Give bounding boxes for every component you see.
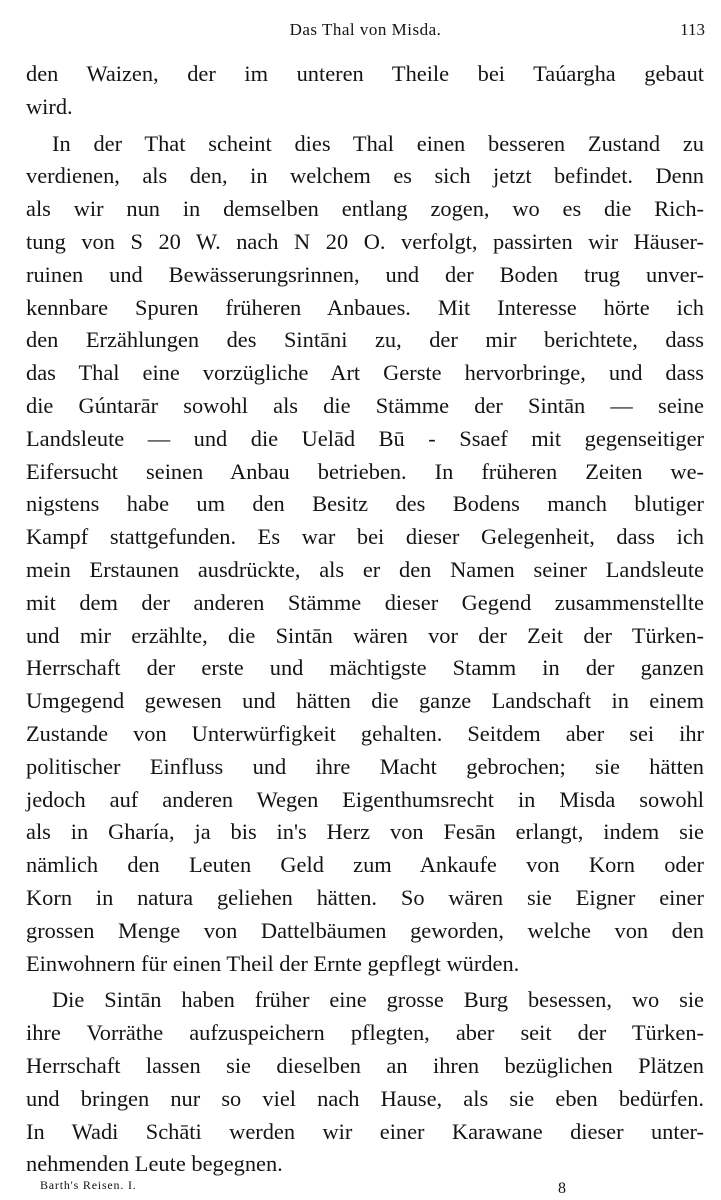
text-line: das Thal eine vorzügliche Art Gerste hervorbringe, und dass [26,360,704,386]
text-line: den Waizen, der im unteren Theile bei Taúargha gebaut [26,61,704,86]
text-line: kennbare Spuren früheren Anbaues. Mit Interesse hörte ich [26,294,704,320]
signature-mark: 8 [558,1180,566,1197]
text-line: verdienen, als den, in welchem es sich jetzt befindet. Denn [26,163,704,189]
body-text [26,58,704,1185]
text-line: Einwohnern für einen Theil der Ernte gepflegt würden. [26,950,520,976]
source-note: Barth's Reisen. I. [40,1178,137,1192]
text-line: nigstens habe um den Besitz des Bodens manch blutiger [26,491,704,517]
text-line: wird. [26,93,73,119]
paragraph-1 [26,58,704,124]
text-line: Umgegend gewesen und hätten die ganze Landschaft in einem [26,688,704,714]
running-title: Das Thal von Misda. [289,20,442,39]
text-line: politischer Einfluss und ihre Macht gebrochen; sie hätten [26,753,704,779]
page-number: 113 [680,20,705,39]
text-line: ihre Vorräthe aufzuspeichern pflegten, aber seit der Türken- [26,1020,704,1046]
text-line: mit dem der anderen Stämme dieser Gegend zusammenstellte [26,589,704,615]
text-line: nämlich den Leuten Geld zum Ankaufe von Korn oder [26,852,704,878]
page-footer [0,1176,721,1200]
text-line: tung von S 20 W. nach N 20 O. verfolgt, passirten wir Häuser- [26,228,704,254]
text-line: Landsleute — und die Uelād Bū - Ssaef mit gegenseitiger [26,425,704,451]
text-line: als in Gharía, ja bis in's Herz von Fesān erlangt, indem sie [26,819,704,845]
paragraph-2 [26,128,704,981]
text-line: Herrschaft lassen sie dieselben an ihren bezüglichen Plätzen [26,1052,704,1078]
text-line: und bringen nur so viel nach Hause, als sie eben bedürfen. [26,1085,704,1111]
page-header [26,18,705,48]
text-line: jedoch auf anderen Wegen Eigenthumsrecht in Misda sowohl [26,786,704,812]
text-line: Korn in natura geliehen hätten. So wären sie Eigner einer [26,884,704,910]
text-line: grossen Menge von Dattelbäumen geworden, welche von den [26,917,704,943]
paragraph-3 [26,984,704,1181]
text-line: nehmenden Leute begegnen. [26,1151,283,1177]
text-line: Die Sintān haben früher eine grosse Burg besessen, wo sie [52,987,704,1013]
text-line: In der That scheint dies Thal einen besseren Zustand zu [52,130,704,156]
text-line: Kampf stattgefunden. Es war bei dieser Gelegenheit, dass ich [26,524,704,550]
text-line: Eifersucht seinen Anbau betrieben. In früheren Zeiten we- [26,458,704,484]
text-line: die Gúntarār sowohl als die Stämme der Sintān — seine [26,392,704,418]
text-line: Herrschaft der erste und mächtigste Stamm in der ganzen [26,655,704,681]
text-line: ruinen und Bewässerungsrinnen, und der Boden trug unver- [26,261,704,287]
text-line: In Wadi Schāti werden wir einer Karawane dieser unter- [26,1118,704,1144]
text-line: und mir erzählte, die Sintān wären vor der Zeit der Türken- [26,622,704,648]
text-line: den Erzählungen des Sintāni zu, der mir berichtete, dass [26,327,704,353]
text-line: als wir nun in demselben entlang zogen, wo es die Rich- [26,196,704,222]
text-line: mein Erstaunen ausdrückte, als er den Namen seiner Landsleute [26,556,704,582]
text-line: Zustande von Unterwürfigkeit gehalten. Seitdem aber sei ihr [26,720,704,746]
